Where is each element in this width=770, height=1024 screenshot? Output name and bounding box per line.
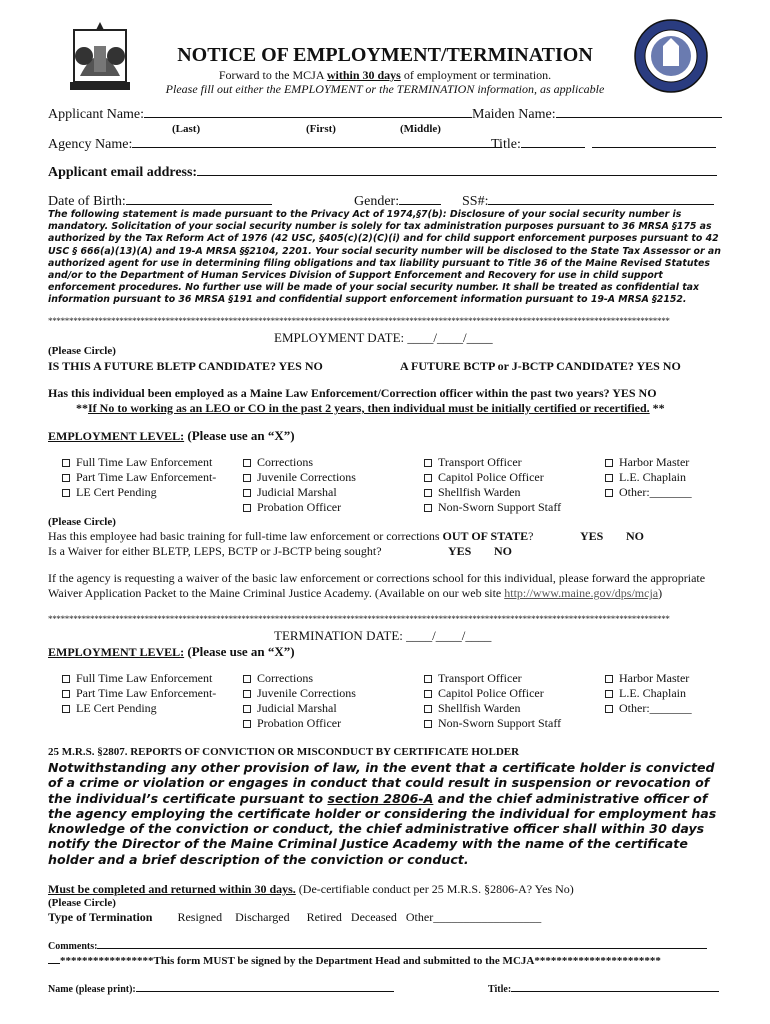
checkbox[interactable] — [424, 705, 432, 713]
checkbox-item[interactable]: LE Cert Pending — [62, 485, 216, 500]
checkbox-item[interactable]: Transport Officer — [424, 671, 561, 686]
conviction-heading: 25 M.R.S. §2807. REPORTS OF CONVICTION OR MISCONDUCT BY CERTIFICATE HOLDER — [48, 746, 520, 758]
within-30-days: within 30 days — [326, 68, 401, 82]
checkbox-item[interactable]: Other:_______ — [605, 485, 692, 500]
out-of-state-no[interactable]: NO — [626, 529, 644, 543]
forward-instruction: Forward to the MCJA within 30 days of employment or termination. — [218, 68, 552, 82]
checkbox[interactable] — [243, 705, 251, 713]
divider-stars-2: **************************************************************************************************************************************************** — [48, 614, 670, 624]
checkbox[interactable] — [424, 459, 432, 467]
checkbox[interactable] — [424, 720, 432, 728]
waiver-question: Is a Waiver for either BLETP, LEPS, BCTP or J-BCTP being sought? — [48, 544, 382, 558]
checkbox-item[interactable]: Shellfish Warden — [424, 485, 561, 500]
checkbox-item[interactable]: Judicial Marshal — [243, 485, 356, 500]
checkbox[interactable] — [62, 489, 70, 497]
checkbox-item[interactable]: Juvenile Corrections — [243, 686, 356, 701]
checkbox[interactable] — [605, 705, 613, 713]
return-instruction: Must be completed and returned within 30 days. (De-certifiable conduct per 25 M.R.S. §2806-A? Yes No) — [48, 882, 574, 896]
checkbox-item[interactable]: Harbor Master — [605, 671, 692, 686]
type-resigned[interactable]: Resigned — [177, 910, 223, 924]
checkbox[interactable] — [605, 690, 613, 698]
checkbox-item[interactable]: Probation Officer — [243, 716, 356, 731]
checkbox-item[interactable]: Transport Officer — [424, 455, 561, 470]
checkbox[interactable] — [424, 474, 432, 482]
ssn-field[interactable]: SS#: — [462, 193, 714, 210]
checkbox-item[interactable]: L.E. Chaplain — [605, 686, 692, 701]
out-of-state-yes[interactable]: YES — [580, 529, 604, 543]
checkbox[interactable] — [605, 675, 613, 683]
checkbox[interactable] — [62, 474, 70, 482]
checkbox[interactable] — [62, 675, 70, 683]
please-circle-label-2: (Please Circle) — [48, 516, 116, 528]
checkbox-item[interactable]: Part Time Law Enforcement- — [62, 470, 216, 485]
term-levels-col3 — [424, 671, 561, 731]
checkbox-item[interactable]: Full Time Law Enforcement — [62, 671, 216, 686]
checkbox-item[interactable]: Judicial Marshal — [243, 701, 356, 716]
waiver-yes[interactable]: YES — [448, 544, 472, 558]
last-label: (Last) — [172, 123, 201, 135]
email-field[interactable]: Applicant email address: — [48, 164, 717, 181]
bctp-question: A FUTURE BCTP or J-BCTP CANDIDATE? YES NO — [400, 359, 681, 373]
comments-field[interactable]: Comments: — [48, 940, 707, 952]
checkbox-item[interactable]: Corrections — [243, 671, 356, 686]
dob-field[interactable]: Date of Birth: — [48, 193, 272, 210]
checkbox-item[interactable]: Corrections — [243, 455, 356, 470]
gender-field[interactable]: Gender: — [354, 193, 441, 210]
conviction-statement: Notwithstanding any other provision of law, in the event that a certificate holder is convicted of a crime or violation or engages in conduct that could result in suspension or revocation of the individual’s certificate pursuant to section 2806-A and the chief administrative officer of the agency employing the certificate holder or considering the individual for employment has knowledge of the conviction or conduct, the chief administrative officer shall within 30 days notify the Director of the Maine Criminal Justice Academy with the name of the certificate holder and a brief description of the conviction or conduct. — [48, 760, 717, 867]
checkbox[interactable] — [62, 459, 70, 467]
checkbox[interactable] — [243, 720, 251, 728]
checkbox[interactable] — [243, 474, 251, 482]
checkbox-item[interactable]: Non-Sworn Support Staff — [424, 500, 561, 515]
checkbox[interactable] — [243, 459, 251, 467]
emp-levels-col4 — [605, 455, 692, 500]
checkbox[interactable] — [424, 489, 432, 497]
checkbox[interactable] — [424, 504, 432, 512]
type-retired[interactable]: Retired — [306, 910, 342, 924]
checkbox[interactable] — [605, 459, 613, 467]
checkbox-item[interactable]: Harbor Master — [605, 455, 692, 470]
checkbox-item[interactable]: Part Time Law Enforcement- — [62, 686, 216, 701]
title-field[interactable]: Title: — [491, 136, 716, 153]
mcja-website-link[interactable]: http://www.maine.gov/dps/mcja — [504, 586, 659, 600]
checkbox[interactable] — [62, 690, 70, 698]
checkbox[interactable] — [605, 489, 613, 497]
checkbox-item[interactable]: Non-Sworn Support Staff — [424, 716, 561, 731]
checkbox-item[interactable]: Full Time Law Enforcement — [62, 455, 216, 470]
checkbox[interactable] — [424, 675, 432, 683]
checkbox[interactable] — [243, 690, 251, 698]
term-levels-col4 — [605, 671, 692, 716]
divider-stars: **************************************************************************************************************************************************** — [48, 316, 670, 326]
name-print-field[interactable]: Name (please print): — [48, 983, 394, 995]
checkbox-item[interactable]: L.E. Chaplain — [605, 470, 692, 485]
fill-instruction: Please fill out either the EMPLOYMENT or the TERMINATION information, as applicable — [165, 82, 605, 96]
agency-name-field[interactable]: Agency Name: — [48, 136, 502, 153]
waiver-no[interactable]: NO — [494, 544, 512, 558]
checkbox[interactable] — [243, 675, 251, 683]
page-title: NOTICE OF EMPLOYMENT/TERMINATION — [177, 44, 593, 66]
emp-levels-col1 — [62, 455, 216, 500]
checkbox-item[interactable]: Probation Officer — [243, 500, 356, 515]
checkbox-item[interactable]: Capitol Police Officer — [424, 470, 561, 485]
certification-note: **If No to working as an LEO or CO in the past 2 years, then individual must be initially certified or recertified. ** — [76, 401, 665, 415]
privacy-statement: The following statement is made pursuant to the Privacy Act of 1974,§7(b): Disclosure of your social security number is mandatory. Solicitation of your social security number is solely for tax administration purposes pursuant to 36 MRSA §175 as authorized by the Tax Reform Act of 1976 (42 USC, §405(c)(2)(C)(i) and for child support enforcement purposes pursuant to 42 USC § 666(a)(13)(A) and 19-A MRSA §§2104, 2201. Your social security number will be disclosed to the State Tax Assessor or an authorized agent for use in determining filing obligations and tax liability pursuant to Title 36 of the Maine Revised Statutes and/or to the Department of Human Services Division of Support Enforcement and Recovery for use in child support enforcement procedures. No further use will be made of your social security number. It shall be treated as confidential tax information pursuant to 36 MRSA §191 and confidential support enforcement information pursuant to 19-A MRSA §2152. — [48, 209, 721, 306]
checkbox-item[interactable]: Shellfish Warden — [424, 701, 561, 716]
checkbox-item[interactable]: Juvenile Corrections — [243, 470, 356, 485]
checkbox-item[interactable]: Other:_______ — [605, 701, 692, 716]
term-levels-col1 — [62, 671, 216, 716]
checkbox[interactable] — [62, 705, 70, 713]
type-other[interactable]: Other__________________ — [405, 910, 542, 924]
maiden-name-field[interactable]: Maiden Name: — [472, 106, 722, 123]
termination-level-heading: EMPLOYMENT LEVEL: (Please use an “X”) — [48, 644, 295, 659]
type-discharged[interactable]: Discharged — [235, 910, 290, 924]
first-label: (First) — [306, 123, 336, 135]
checkbox[interactable] — [243, 504, 251, 512]
please-circle-label-3: (Please Circle) — [48, 897, 116, 909]
employed-question: Has this individual been employed as a Maine Law Enforcement/Correction officer within the past two years? YES NO — [48, 386, 657, 400]
please-circle-label: (Please Circle) — [48, 345, 116, 357]
applicant-name-field[interactable]: Applicant Name: — [48, 106, 472, 123]
employment-date[interactable]: EMPLOYMENT DATE: ____/____/____ — [274, 330, 493, 345]
middle-label: (Middle) — [400, 123, 441, 135]
footer-title-field[interactable]: Title: — [488, 983, 719, 995]
bletp-question: IS THIS A FUTURE BLETP CANDIDATE? YES NO — [48, 359, 323, 373]
emp-levels-col3 — [424, 455, 561, 515]
checkbox[interactable] — [243, 489, 251, 497]
employment-level-heading: EMPLOYMENT LEVEL: (Please use an “X”) — [48, 428, 295, 443]
type-deceased[interactable]: Deceased — [350, 910, 397, 924]
emp-levels-col2 — [243, 455, 356, 515]
out-of-state-question: Has this employee had basic training for full-time law enforcement or corrections OUT OF STATE? — [48, 529, 534, 543]
waiver-info: If the agency is requesting a waiver of the basic law enforcement or corrections school for this individual, please forward the appropriate Waiver Application Packet to the Maine Criminal Justice Academy. (Available on our web site http://www.maine.gov/dps/mcja) — [48, 571, 706, 600]
checkbox-item[interactable]: Capitol Police Officer — [424, 686, 561, 701]
termination-date[interactable]: TERMINATION DATE: ____/____/____ — [274, 628, 492, 643]
termination-type-row: Type of Termination Resigned Discharged Retired Deceased Other__________________ — [48, 910, 542, 924]
checkbox[interactable] — [424, 690, 432, 698]
checkbox-item[interactable]: LE Cert Pending — [62, 701, 216, 716]
checkbox[interactable] — [605, 474, 613, 482]
signature-note: *****************This form MUST be signed by the Department Head and submitted to the MCJA*********************** — [48, 955, 661, 967]
term-levels-col2 — [243, 671, 356, 731]
